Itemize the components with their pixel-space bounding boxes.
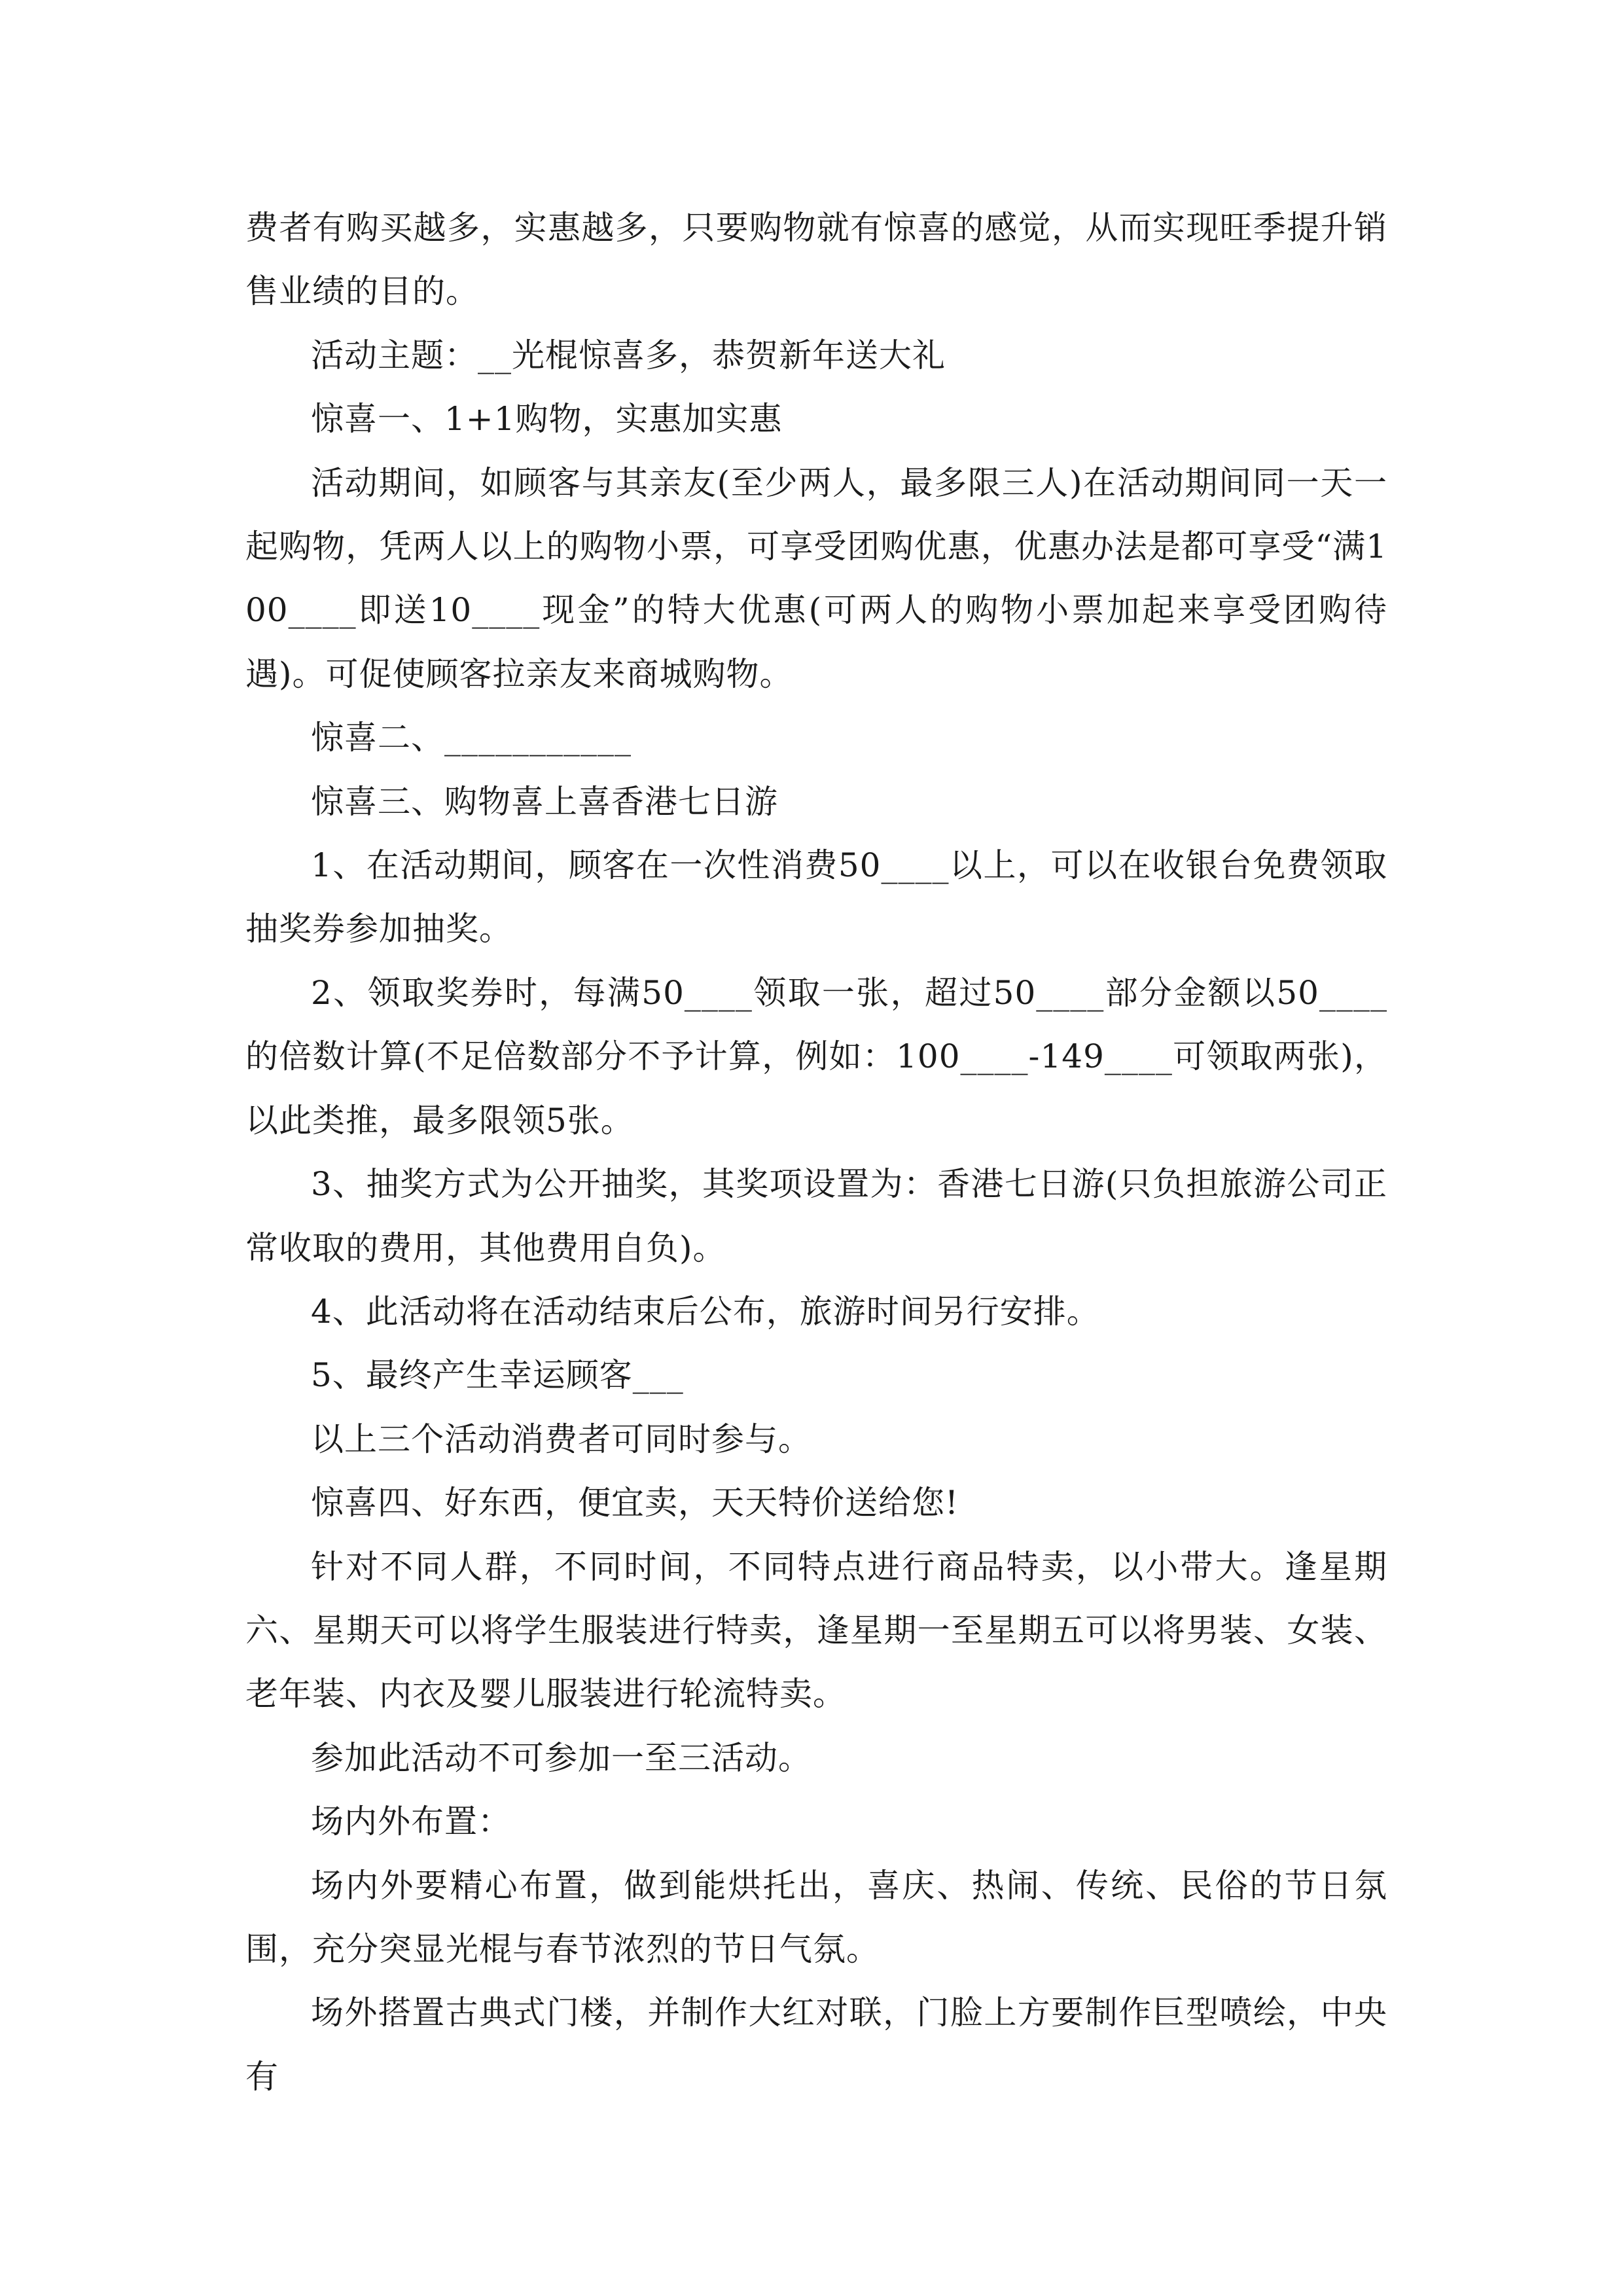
paragraph-outdoor-setup: 场外搭置古典式门楼，并制作大红对联，门脸上方要制作巨型喷绘，中央有 (245, 1994, 1387, 2096)
list-item-rule-1: 1、在活动期间，顾客在一次性消费50____以上，可以在收银台免费领取抽奖券参加抽奖。 (245, 846, 1387, 948)
paragraph-surprise-one-detail: 活动期间，如顾客与其亲友(至少两人，最多限三人)在活动期间同一天一起购物，凭两人以上的购物小票，可享受团购优惠，优惠办法是都可享受“满100____即送10____现金”的特大优惠(可两人的购物小票加起来享受团购待遇)。可促使顾客拉亲友来商城购物。 (245, 463, 1387, 693)
paragraph-intro-continued: 费者有购买越多，实惠越多，只要购物就有惊喜的感觉，从而实现旺季提升销售业绩的目的。 (245, 209, 1387, 311)
paragraph-combined-note: 以上三个活动消费者可同时参与。 (311, 1420, 812, 1458)
list-item-rule-4: 4、此活动将在活动结束后公布，旅游时间另行安排。 (311, 1292, 1100, 1331)
list-item-rule-3: 3、抽奖方式为公开抽奖，其奖项设置为：香港七日游(只负担旅游公司正常收取的费用，其他费用自负)。 (245, 1165, 1387, 1267)
document-body (245, 196, 1387, 2109)
paragraph-venue-layout-detail: 场内外要精心布置，做到能烘托出，喜庆、热闹、传统、民俗的节日氛围，充分突显光棍与春节浓烈的节日气氛。 (245, 1866, 1387, 1968)
heading-surprise-three: 惊喜三、购物喜上喜香港七日游 (311, 782, 778, 821)
paragraph-activity-theme: 活动主题：__光棍惊喜多，恭贺新年送大礼 (311, 336, 946, 374)
list-item-rule-5: 5、最终产生幸运顾客___ (311, 1356, 684, 1395)
paragraph-surprise-four-detail: 针对不同人群，不同时间，不同特点进行商品特卖，以小带大。逢星期六、星期天可以将学生服装进行特卖，逢星期一至星期五可以将男装、女装、老年装、内衣及婴儿服装进行轮流特卖。 (245, 1547, 1387, 1713)
heading-surprise-four: 惊喜四、好东西，便宜卖，天天特价送给您! (311, 1484, 959, 1522)
list-item-rule-2: 2、领取奖券时，每满50____领取一张，超过50____部分金额以50____的倍数计算(不足倍数部分不予计算，例如：100____-149____可领取两张)，以此类推，最多限领5张。 (245, 973, 1387, 1139)
heading-surprise-two: 惊喜二、___________ (311, 719, 632, 757)
heading-surprise-one: 惊喜一、1+1购物，实惠加实惠 (311, 400, 783, 439)
heading-venue-layout: 场内外布置： (311, 1803, 511, 1841)
paragraph-exclusion-note: 参加此活动不可参加一至三活动。 (311, 1738, 812, 1777)
